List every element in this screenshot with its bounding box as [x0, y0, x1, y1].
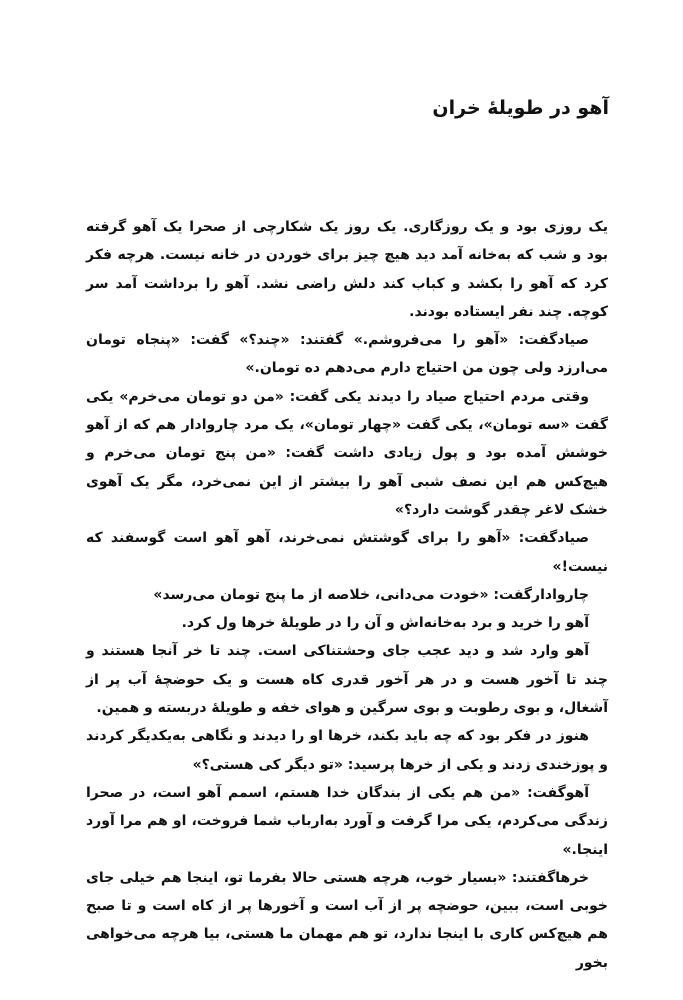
chapter-title: آهو در طویلهٔ خران	[432, 97, 609, 119]
story-paragraph: یک روزی بود و یک روزگاری. یک روز یک شکارچی از صحرا یک آهو گرفته بود و شب که به‌خانه آمد دید هیچ چیز برای خوردن در خانه نیست. هرچه فکر کرد که آهو را بکشد و کباب کند دلش راضی نشد. آهو را برداشت آمد سر کوچه. چند نفر ایستاده بودند.	[86, 219, 608, 320]
story-paragraph: خرهاگفتند: «بسیار خوب، هرچه هستی حالا بفرما تو، اینجا هم خیلی جای خوبی است، ببین، حوضچه پر از آب است و آخورها پر از کاه است و تا صبح هم هیچ‌کس کاری با اینجا ندارد، تو هم مهمان ما هستی، بیا هرچه می‌خواهی بخور	[86, 869, 608, 971]
story-paragraph: چاروادارگفت: «خودت می‌دانی، خلاصه از ما پنج تومان می‌رسد»	[153, 586, 589, 603]
story-paragraph: صیادگفت: «آهو را برای گوشتش نمی‌خرند، آهو آهو است گوسفند که نیست!»	[86, 530, 608, 575]
story-paragraph: آهو را خرید و برد به‌خانه‌اش و آن را در طویلهٔ خرها ول کرد.	[181, 615, 589, 632]
story-body	[86, 213, 608, 977]
story-paragraph: صیادگفت: «آهو را می‌فروشم.» گفتند: «چند؟» گفت: «پنجاه تومان می‌ارزد ولی چون من احتیاج دارم می‌دهم ده تومان.»	[86, 332, 608, 377]
story-paragraph: هنوز در فکر بود که چه باید بکند، خرها او را دیدند و نگاهی به‌یکدیگر کردند و پوزخندی زدند و یکی از خرها پرسید: «تو دیگر کی هستی؟»	[86, 728, 608, 773]
story-paragraph: آهوگفت: «من هم یکی از بندگان خدا هستم، اسمم آهو است، در صحرا زندگی می‌کردم، یکی مرا گرفت و آورد به‌ارباب شما فروخت، او هم مرا آورد اینجا.»	[86, 784, 608, 858]
story-paragraph: وقتی مردم احتیاج صیاد را دیدند یکی گفت: «من دو تومان می‌خرم» یکی گفت «سه تومان»، یکی گفت «چهار تومان»، یک مرد چاروادار هم که از آهو خوشش آمده بود و پول زیادی داشت گفت: «من پنج تومان می‌خرم و هیچ‌کس هم این نصف شبی آهو را بیشتر از این نمی‌خرد، مگر یک آهوی خشک لاغر چقدر گوشت دارد؟»	[86, 388, 608, 518]
story-paragraph: آهو وارد شد و دید عجب جای وحشتناکی است. چند تا خر آنجا هستند و چند تا آخور هست و در هر آخور قدری کاه هست و یک حوضچهٔ آب پر از آشغال، و بوی رطوبت و بوی سرگین و هوای خفه و طویلهٔ دربسته و همین.	[86, 643, 608, 717]
